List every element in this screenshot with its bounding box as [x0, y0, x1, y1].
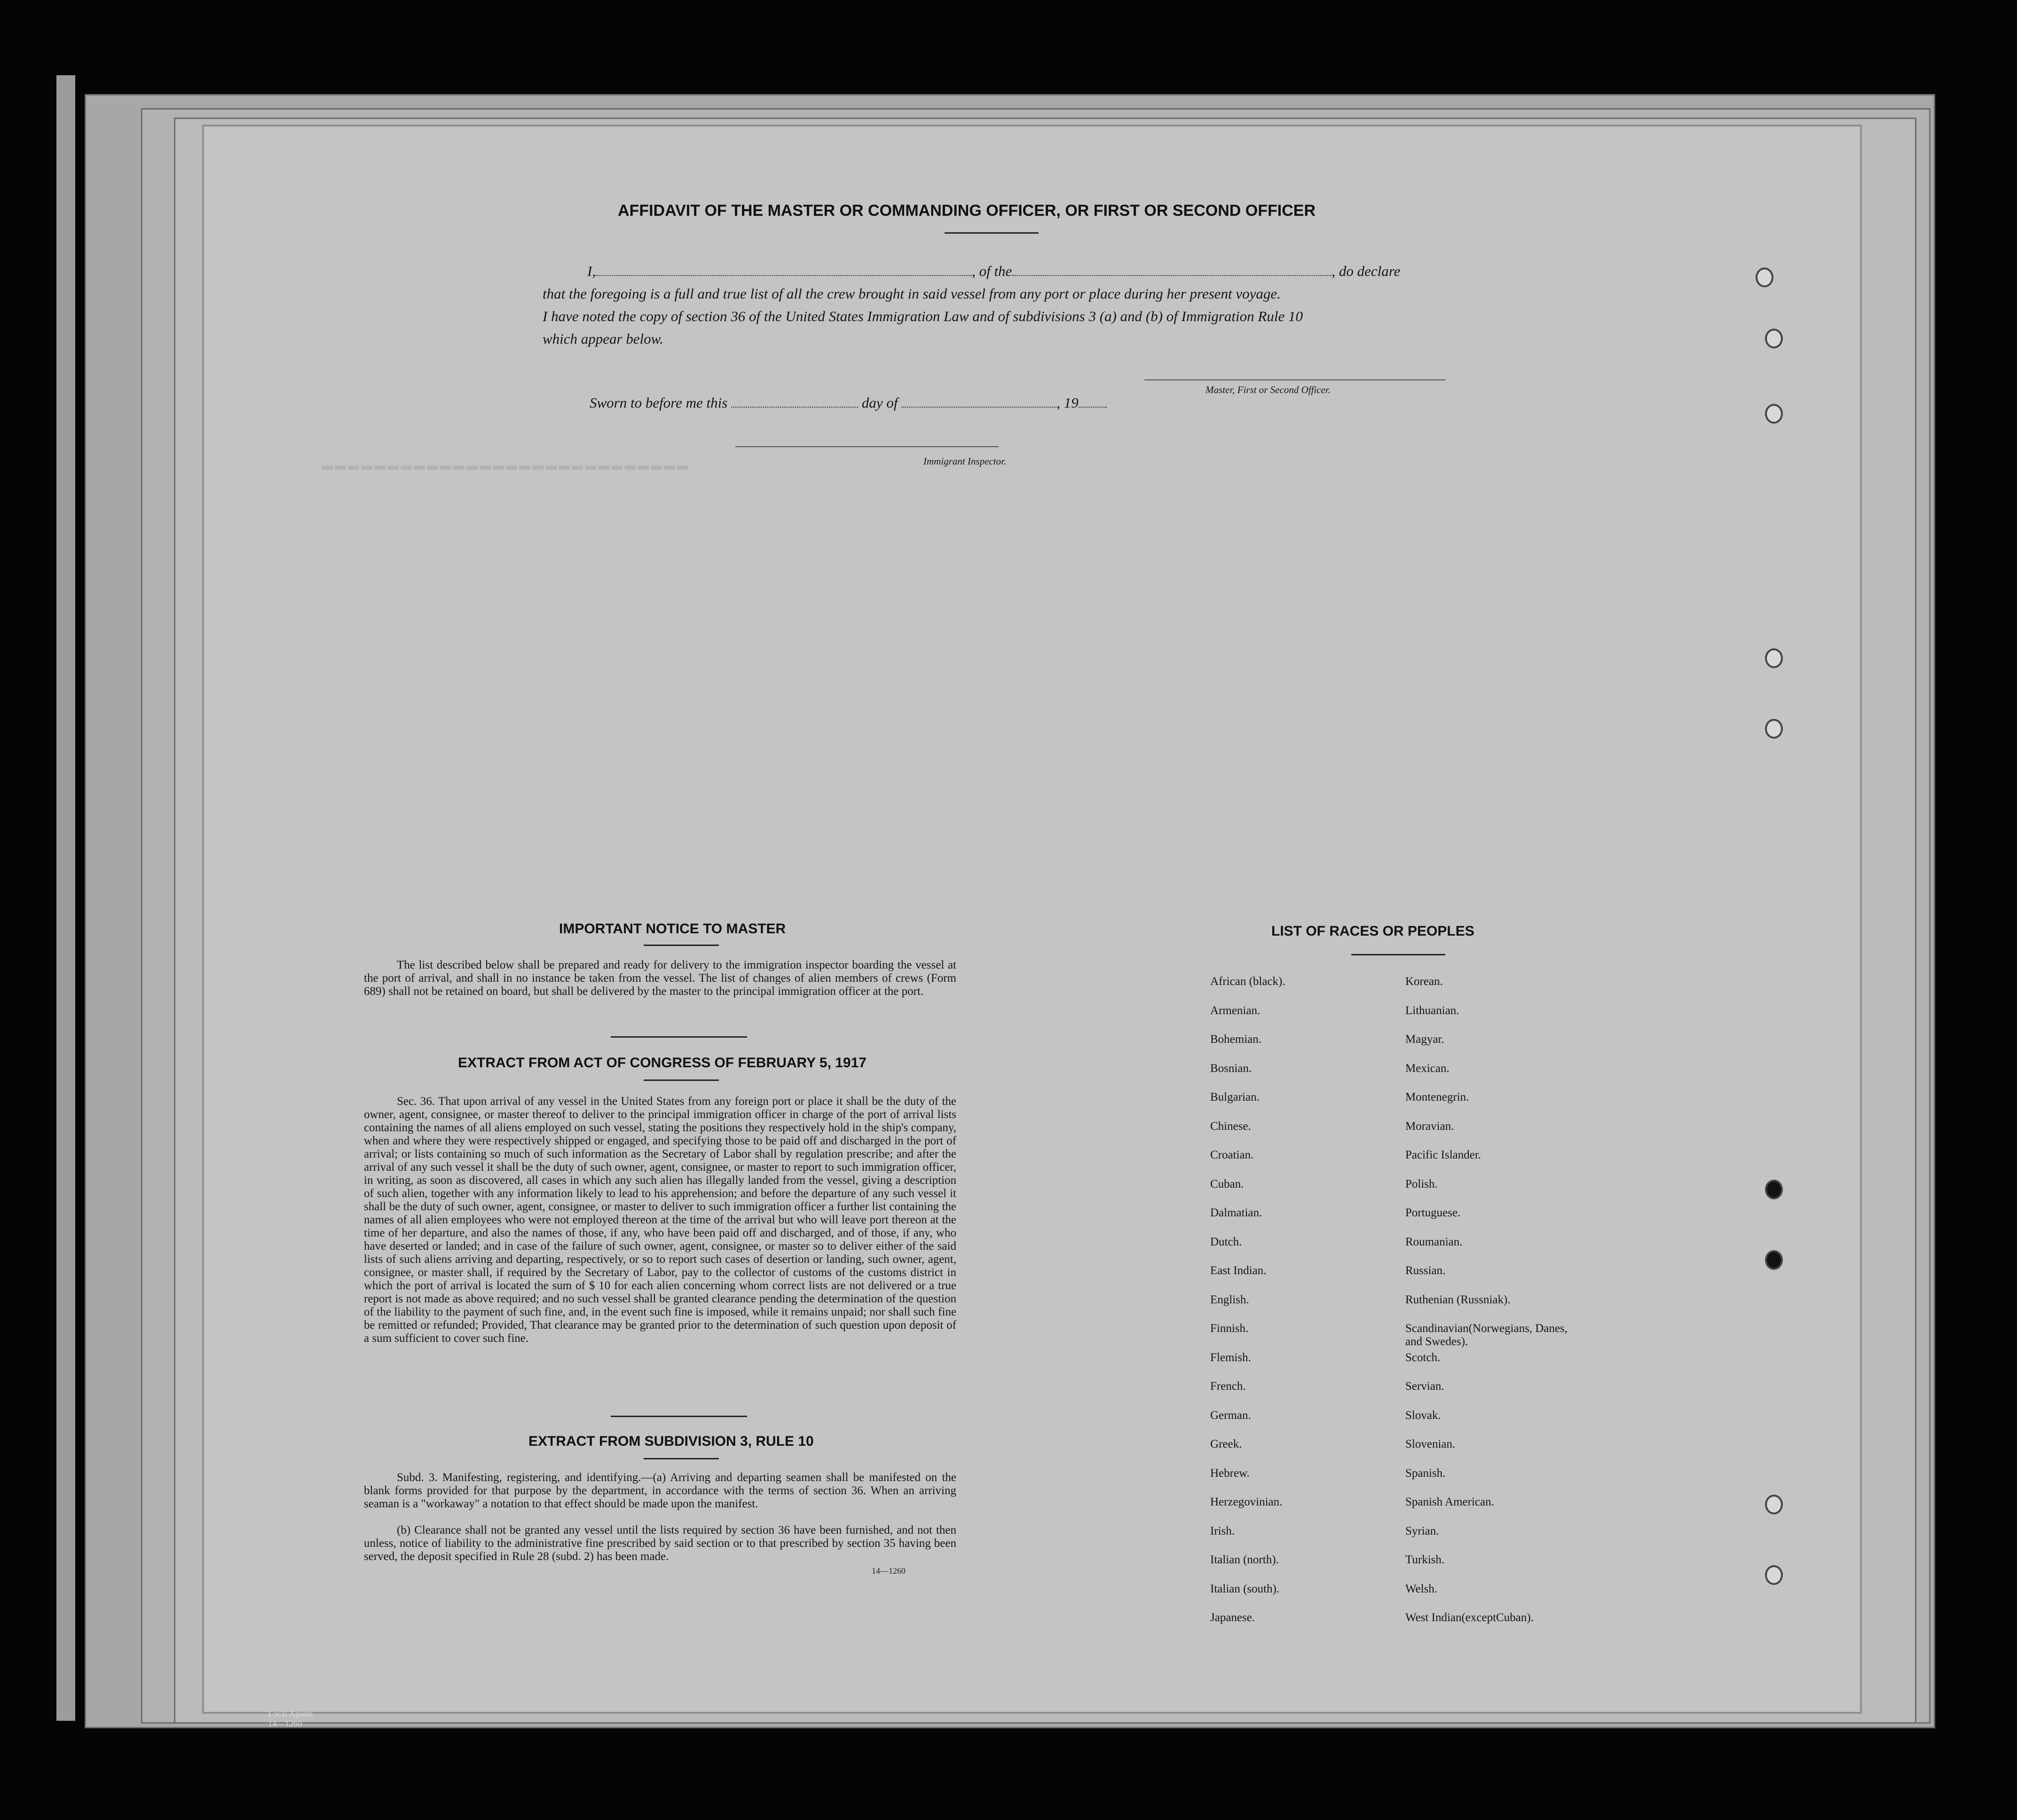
day-blank: [731, 407, 858, 408]
inspector-caption: Immigrant Inspector.: [923, 456, 1007, 467]
race-item: Polish.: [1405, 1177, 1438, 1190]
bottom-edge-label: Local Agents 14—1260: [268, 1709, 313, 1728]
affidavit-line-3: I have noted the copy of section 36 of the United States Immigration Law and of subdivisions 3 (a) and (b) of Immigration Rule 10: [543, 308, 1303, 324]
race-item: Bosnian.: [1210, 1062, 1252, 1075]
race-item: English.: [1210, 1293, 1249, 1306]
act-body: Sec. 36. That upon arrival of any vessel in the United States from any foreign port or place it shall be the duty of the owner, agent, consignee, or master thereof to deliver to the principal immigration officer in charge of the port of arrival lists containing the names of all aliens employed on such vessel, stating the positions they respectively hold in the ship's company, when and where they were respectively shipped or engaged, and specifying those to be paid off and discharged in the port of arrival; or lists containing so much of such information as the Secretary of Labor shall by regulation prescribe; and after the arrival of any such vessel it shall be the duty of such owner, agent, consignee, or master to report to such immigration officer, in writing, as soon as discovered, all cases in which any such alien has illegally landed from the vessel, giving a description of such alien, together with any information likely to lead to his apprehension; and before the departure of any such vessel it shall be the duty of such owner, agent, consignee, or master to deliver to such immigration officer a further list containing the names of all alien employees who were not employed thereon at the time of the arrival but who will leave port thereon at the time of her departure, and also the names of those, if any, who have been paid off and discharged, and of those, if any, who have deserted or landed; and in case of the failure of such owner, agent, consignee, or master so to deliver either of the said lists of such aliens arriving and departing, respectively, or so to report such cases of desertion or landing, such owner, agent, consignee, or master shall, if required by the Secretary of Labor, pay to the collector of customs of the customs district in which the port of arrival is located the sum of $ 10 for each alien concerning whom correct lists are not delivered or a true report is not made as above required; and no such vessel shall be granted clearance pending the determination of the question of the liability to the payment of such fine, and, in the event such fine is imposed, while it remains unpaid; nor shall such fine be remitted or refunded; Provided, That clearance may be granted prior to the determination of such question upon deposit of a sum sufficient to cover such fine.: [364, 1095, 956, 1345]
bleed-through-text: ▬▬▬▬▬▬▬▬▬▬▬▬▬▬▬▬▬▬▬▬▬▬▬▬▬▬▬▬: [322, 456, 691, 477]
race-item: Italian (south).: [1210, 1582, 1280, 1595]
race-item: Syrian.: [1405, 1524, 1439, 1537]
race-item: Lithuanian.: [1405, 1004, 1459, 1017]
act-rule: [644, 1079, 719, 1081]
race-item: Flemish.: [1210, 1351, 1251, 1364]
race-item: Irish.: [1210, 1524, 1235, 1537]
vessel-blank: [1012, 275, 1332, 276]
label-of-the: , of the: [972, 263, 1012, 279]
affidavit-line-4: which appear below.: [543, 331, 663, 347]
month-blank: [901, 407, 1056, 408]
label-i: I,: [587, 263, 596, 279]
binder-hole: [1765, 329, 1783, 348]
race-item: Welsh.: [1405, 1582, 1438, 1595]
affidavit-page: [202, 125, 1862, 1714]
form-number: 14—1260: [872, 1566, 906, 1576]
affidavit-title: AFFIDAVIT OF THE MASTER OR COMMANDING OFFICER, OR FIRST OR SECOND OFFICER: [618, 202, 1316, 220]
race-item: Montenegrin.: [1405, 1091, 1469, 1103]
race-item: Pacific Islander.: [1405, 1149, 1481, 1161]
binder-hole: [1765, 1495, 1783, 1514]
race-item: Japanese.: [1210, 1611, 1255, 1624]
race-item: Slovenian.: [1405, 1438, 1456, 1450]
race-item: French.: [1210, 1380, 1246, 1393]
race-item: Armenian.: [1210, 1004, 1261, 1017]
rule-rule: [644, 1458, 719, 1459]
race-item: Roumanian.: [1405, 1235, 1463, 1248]
race-item: Spanish American.: [1405, 1496, 1494, 1508]
affidavit-line-2: that the foregoing is a full and true list of all the crew brought in said vessel from any port or place during her present voyage.: [543, 285, 1281, 302]
race-item: Turkish.: [1405, 1553, 1445, 1566]
race-item: West Indian(exceptCuban).: [1405, 1611, 1534, 1624]
race-item: Servian.: [1405, 1380, 1444, 1393]
race-item: Magyar.: [1405, 1033, 1444, 1046]
binder-hole: [1765, 1180, 1783, 1199]
race-item: Korean.: [1405, 975, 1443, 988]
film-edge-left: [56, 75, 75, 1721]
binder-hole: [1765, 1250, 1783, 1270]
notice-bottom-rule: [611, 1036, 747, 1038]
binder-hole: [1765, 719, 1783, 739]
sworn-line: [590, 394, 1107, 411]
race-item: Italian (north).: [1210, 1553, 1279, 1566]
label-do-declare: , do declare: [1332, 263, 1401, 279]
race-item: Greek.: [1210, 1438, 1242, 1450]
race-item: Ruthenian (Russniak).: [1405, 1293, 1511, 1306]
year-blank: [1079, 407, 1107, 408]
affidavit-line-1: [587, 263, 1400, 280]
binder-hole: [1765, 648, 1783, 668]
notice-rule: [644, 945, 719, 946]
master-signature-line: [1144, 379, 1445, 380]
race-item: Cuban.: [1210, 1177, 1244, 1190]
inspector-signature-line: [735, 446, 999, 447]
race-item: Scandinavian(Norwegians, Danes, and Swedes).: [1405, 1322, 1568, 1348]
races-rule: [1351, 954, 1445, 955]
label-sworn: Sworn to before me this: [590, 394, 728, 411]
race-item: Scotch.: [1405, 1351, 1441, 1364]
race-item: Bulgarian.: [1210, 1091, 1260, 1103]
binder-hole: [1756, 268, 1773, 287]
race-item: Mexican.: [1405, 1062, 1450, 1075]
races-title: LIST OF RACES OR PEOPLES: [1271, 923, 1474, 939]
act-title: EXTRACT FROM ACT OF CONGRESS OF FEBRUARY 5, 1917: [458, 1055, 867, 1071]
race-item: Bohemian.: [1210, 1033, 1262, 1046]
race-item: Dutch.: [1210, 1235, 1242, 1248]
race-item: Dalmatian.: [1210, 1206, 1262, 1219]
race-item: East Indian.: [1210, 1264, 1267, 1277]
notice-title: IMPORTANT NOTICE TO MASTER: [559, 921, 786, 937]
title-rule: [945, 232, 1039, 234]
binder-hole: [1765, 404, 1783, 424]
master-caption: Master, First or Second Officer.: [1205, 384, 1331, 395]
race-item: Slovak.: [1405, 1409, 1441, 1422]
rule-body-a: Subd. 3. Manifesting, registering, and identifying.—(a) Arriving and departing seamen shall be manifested on the blank forms provided for that purpose by the department, in accordance with the terms of section 36. When an arriving seaman is a "workaway" a notation to that effect should be made upon the manifest.: [364, 1471, 956, 1510]
act-bottom-rule: [611, 1416, 747, 1417]
rule-title: EXTRACT FROM SUBDIVISION 3, RULE 10: [528, 1434, 814, 1449]
race-item: German.: [1210, 1409, 1251, 1422]
race-item: African (black).: [1210, 975, 1285, 988]
notice-body: The list described below shall be prepared and ready for delivery to the immigration inspector boarding the vessel at the port of arrival, and shall in no instance be taken from the vessel. The list of changes of alien members of crews (Form 689) shall not be retained on board, but shall be delivered by the master to the principal immigration officer at the port.: [364, 959, 956, 998]
race-item: Portuguese.: [1405, 1206, 1461, 1219]
race-item: Hebrew.: [1210, 1466, 1250, 1480]
race-item: Spanish.: [1405, 1466, 1446, 1480]
label-day-of: day of: [861, 394, 898, 411]
rule-body-b: (b) Clearance shall not be granted any vessel until the lists required by section 36 have been furnished, and not then unless, notice of liability to the administrative fine prescribed by said section or to that prescribed by section 35 having been served, the deposit specified in Rule 28 (subd. 2) has been made.: [364, 1524, 956, 1563]
race-item: Croatian.: [1210, 1149, 1254, 1161]
race-item: Finnish.: [1210, 1322, 1249, 1335]
binder-hole: [1765, 1565, 1783, 1585]
race-item: Russian.: [1405, 1264, 1446, 1277]
name-blank: [596, 275, 972, 276]
race-item: Herzegovinian.: [1210, 1496, 1283, 1508]
race-item: Moravian.: [1405, 1119, 1454, 1133]
label-year: , 19: [1056, 394, 1079, 411]
race-item: Chinese.: [1210, 1119, 1251, 1133]
